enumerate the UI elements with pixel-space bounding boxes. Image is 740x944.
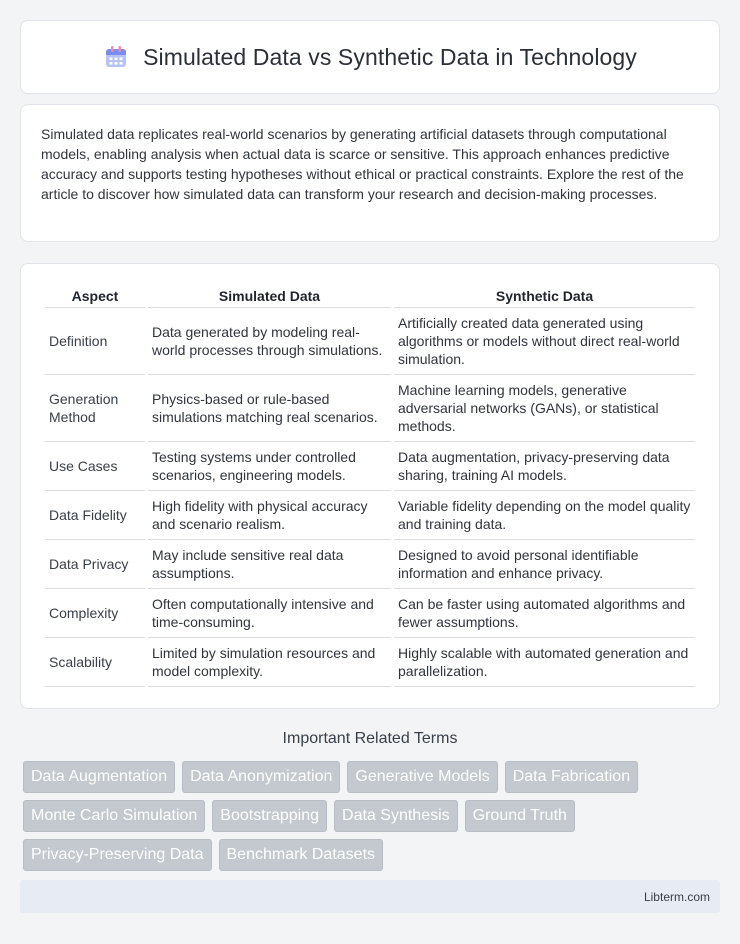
tag-data-augmentation[interactable]: Data Augmentation: [23, 761, 175, 793]
row-aspect: Scalability: [45, 638, 145, 687]
table-row: [45, 308, 695, 375]
intro-text: Simulated data replicates real-world scenarios by generating artificial datasets through computational models, enabling analysis when actual data is scarce or sensitive. This approach enhances predictive accuracy and supports testing hypotheses without ethical or practical constraints. Explore the rest of the article to discover how simulated data can transform your research and decision-making processes.: [41, 126, 684, 202]
table-row: [45, 442, 695, 491]
row-simulated: Limited by simulation resources and model complexity.: [148, 638, 391, 687]
comparison-card: [20, 263, 720, 709]
tag-generative-models[interactable]: Generative Models: [347, 761, 497, 793]
calendar-icon: [103, 44, 129, 70]
tag-data-anonymization[interactable]: Data Anonymization: [182, 761, 340, 793]
row-aspect: Use Cases: [45, 442, 145, 491]
comparison-table: [42, 284, 698, 687]
tag-ground-truth[interactable]: Ground Truth: [465, 800, 575, 832]
tag-monte-carlo-simulation[interactable]: Monte Carlo Simulation: [23, 800, 205, 832]
row-simulated: May include sensitive real data assumptions.: [148, 540, 391, 589]
tag-data-fabrication[interactable]: Data Fabrication: [505, 761, 638, 793]
row-aspect: Data Fidelity: [45, 491, 145, 540]
related-tags: [20, 761, 700, 871]
intro-card: [20, 104, 720, 242]
table-row: [45, 589, 695, 638]
related-terms: [20, 730, 720, 871]
tag-privacy-preserving-data[interactable]: Privacy-Preserving Data: [23, 839, 212, 871]
header-simulated: Simulated Data: [148, 284, 391, 308]
row-simulated: Testing systems under controlled scenarios, engineering models.: [148, 442, 391, 491]
row-simulated: Data generated by modeling real-world processes through simulations.: [148, 308, 391, 375]
table-row: [45, 491, 695, 540]
footer-site-link[interactable]: Libterm.com: [643, 889, 710, 904]
row-synthetic: Highly scalable with automated generation and parallelization.: [394, 638, 695, 687]
table-row: [45, 375, 695, 442]
table-row: [45, 540, 695, 589]
table-row: [45, 638, 695, 687]
row-synthetic: Machine learning models, generative adversarial networks (GANs), or statistical methods.: [394, 375, 695, 442]
tag-benchmark-datasets[interactable]: Benchmark Datasets: [219, 839, 384, 871]
row-aspect: Generation Method: [45, 375, 145, 442]
row-simulated: Physics-based or rule-based simulations matching real scenarios.: [148, 375, 391, 442]
header-synthetic: Synthetic Data: [394, 284, 695, 308]
tag-data-synthesis[interactable]: Data Synthesis: [334, 800, 458, 832]
row-synthetic: Data augmentation, privacy-preserving data sharing, training AI models.: [394, 442, 695, 491]
row-aspect: Complexity: [45, 589, 145, 638]
header-aspect: Aspect: [45, 284, 145, 308]
title-card: [20, 20, 720, 94]
footer: [20, 880, 720, 913]
row-synthetic: Variable fidelity depending on the model quality and training data.: [394, 491, 695, 540]
row-simulated: High fidelity with physical accuracy and scenario realism.: [148, 491, 391, 540]
row-aspect: Data Privacy: [45, 540, 145, 589]
table-header-row: [45, 284, 695, 308]
row-aspect: Definition: [45, 308, 145, 375]
related-terms-heading: Important Related Terms: [282, 730, 458, 747]
row-simulated: Often computationally intensive and time-consuming.: [148, 589, 391, 638]
tag-bootstrapping[interactable]: Bootstrapping: [212, 800, 327, 832]
row-synthetic: Artificially created data generated using algorithms or models without direct real-world simulation.: [394, 308, 695, 375]
row-synthetic: Designed to avoid personal identifiable information and enhance privacy.: [394, 540, 695, 589]
row-synthetic: Can be faster using automated algorithms and fewer assumptions.: [394, 589, 695, 638]
page-title: Simulated Data vs Synthetic Data in Technology: [143, 43, 637, 70]
